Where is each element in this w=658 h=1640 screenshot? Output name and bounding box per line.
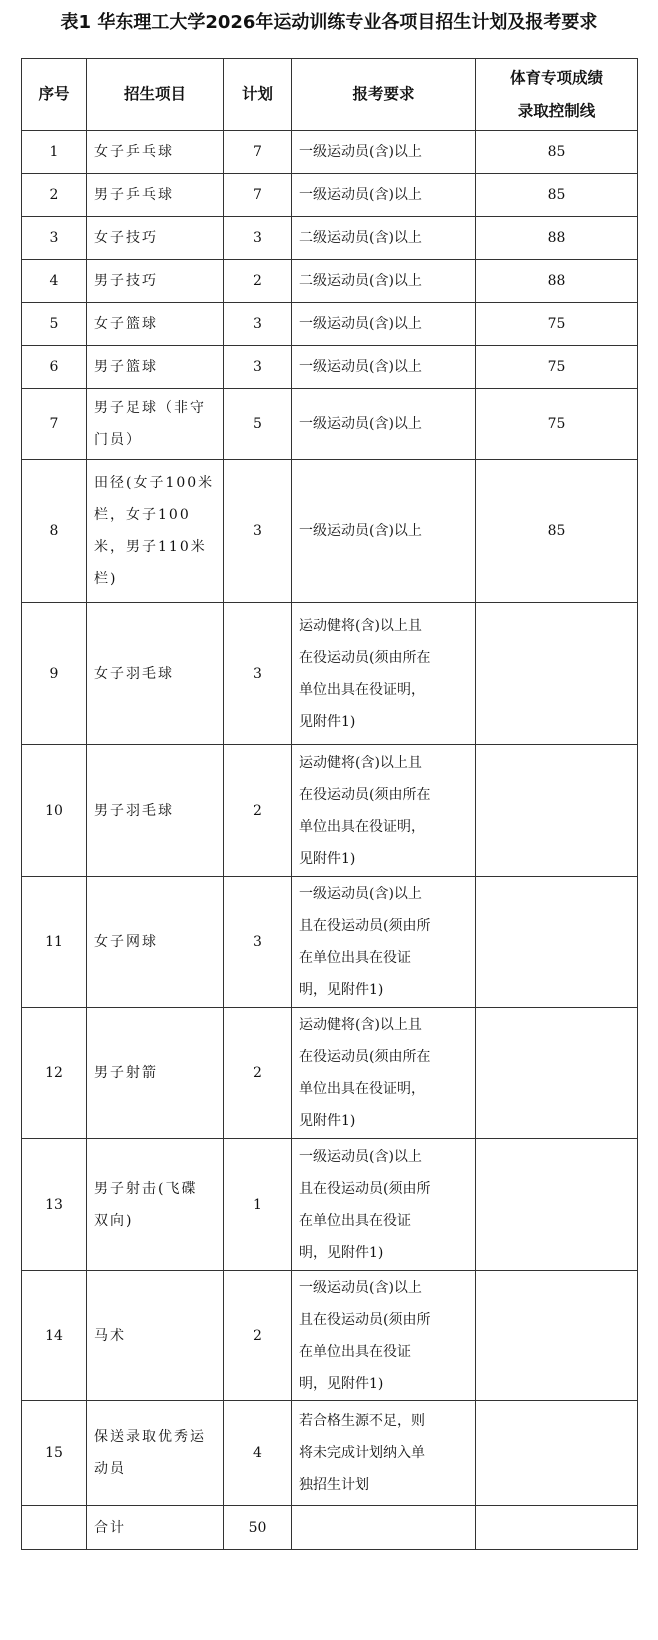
row-plan: 3 — [224, 303, 292, 346]
row-score: 88 — [476, 260, 638, 303]
row-requirement-line: 明，见附件1) — [299, 982, 384, 998]
row-plan: 2 — [224, 745, 292, 877]
row-requirement — [292, 1139, 476, 1271]
row-plan: 7 — [224, 131, 292, 174]
row-project-line: 男子篮球 — [94, 359, 158, 375]
row-index: 1 — [22, 131, 87, 174]
row-requirement-line: 二级运动员(含)以上 — [299, 230, 422, 246]
row-plan: 4 — [224, 1401, 292, 1506]
row-project-line: 栏) — [94, 571, 118, 587]
table-row — [22, 603, 638, 745]
row-score — [476, 1139, 638, 1271]
row-score — [476, 745, 638, 877]
row-plan: 5 — [224, 389, 292, 460]
row-project-line: 女子羽毛球 — [94, 665, 174, 682]
header-row — [22, 59, 638, 131]
row-requirement — [292, 260, 476, 303]
row-project-line: 女子技巧 — [94, 230, 158, 246]
table-row — [22, 460, 638, 603]
row-project-line: 男子射击(飞碟 — [94, 1180, 198, 1197]
row-project-line: 马术 — [94, 1327, 126, 1344]
header-plan: 计划 — [224, 59, 292, 131]
row-requirement-line: 且在役运动员(须由所 — [299, 1180, 431, 1197]
table-row — [22, 1271, 638, 1401]
row-score: 75 — [476, 346, 638, 389]
table-row — [22, 260, 638, 303]
table-row — [22, 1008, 638, 1139]
row-requirement — [292, 1401, 476, 1506]
row-requirement-line: 在单位出具在役证 — [299, 1343, 411, 1360]
row-requirement-line: 在役运动员(须由所在 — [299, 786, 431, 803]
row-score — [476, 603, 638, 745]
row-index: 14 — [22, 1271, 87, 1401]
row-score: 85 — [476, 174, 638, 217]
table-row — [22, 174, 638, 217]
row-score — [476, 1271, 638, 1401]
row-requirement-line: 在役运动员(须由所在 — [299, 1049, 431, 1065]
row-requirement-line: 单位出具在役证明， — [299, 681, 425, 698]
row-requirement-line: 二级运动员(含)以上 — [299, 273, 422, 289]
row-project-line: 女子乒乓球 — [94, 144, 174, 160]
row-requirement-line: 明，见附件1) — [299, 1375, 384, 1392]
row-plan: 3 — [224, 217, 292, 260]
row-index: 10 — [22, 745, 87, 877]
row-project — [87, 217, 224, 260]
row-requirement-line: 将未完成计划纳入单 — [299, 1445, 425, 1461]
row-score: 85 — [476, 460, 638, 603]
row-plan: 7 — [224, 174, 292, 217]
row-project-line: 男子射箭 — [94, 1065, 158, 1081]
row-project-line: 女子网球 — [94, 934, 158, 950]
row-project-line: 米，男子110米 — [94, 539, 207, 555]
row-project-line: 男子足球（非守 — [94, 400, 206, 416]
table-row — [22, 877, 638, 1008]
row-project — [87, 1271, 224, 1401]
row-index: 3 — [22, 217, 87, 260]
row-requirement-line: 一级运动员(含)以上 — [299, 1148, 422, 1165]
row-score: 75 — [476, 303, 638, 346]
total-label: 合计 — [87, 1506, 224, 1550]
row-project — [87, 389, 224, 460]
table-row — [22, 303, 638, 346]
table-row — [22, 389, 638, 460]
row-project-line: 保送录取优秀运 — [94, 1429, 206, 1445]
row-requirement-line: 在单位出具在役证 — [299, 950, 411, 966]
row-score — [476, 877, 638, 1008]
row-index: 5 — [22, 303, 87, 346]
row-index: 15 — [22, 1401, 87, 1506]
row-requirement-line: 单位出具在役证明， — [299, 1081, 425, 1097]
row-requirement-line: 一级运动员(含)以上 — [299, 1279, 422, 1296]
table-row — [22, 346, 638, 389]
row-project — [87, 877, 224, 1008]
row-plan: 2 — [224, 260, 292, 303]
row-requirement — [292, 603, 476, 745]
row-score: 75 — [476, 389, 638, 460]
row-project-line: 双向) — [94, 1212, 134, 1229]
row-index: 13 — [22, 1139, 87, 1271]
row-requirement-line: 明，见附件1) — [299, 1244, 384, 1261]
row-index: 9 — [22, 603, 87, 745]
row-requirement — [292, 303, 476, 346]
row-requirement — [292, 877, 476, 1008]
row-project-line: 动员 — [94, 1461, 126, 1477]
table-title: 表1 华东理工大学2026年运动训练专业各项目招生计划及报考要求 — [60, 12, 598, 33]
row-index: 7 — [22, 389, 87, 460]
row-score: 85 — [476, 131, 638, 174]
row-requirement — [292, 174, 476, 217]
table-row — [22, 1139, 638, 1271]
row-plan: 3 — [224, 346, 292, 389]
row-score — [476, 1008, 638, 1139]
table-row — [22, 217, 638, 260]
row-project — [87, 1008, 224, 1139]
row-requirement — [292, 131, 476, 174]
row-requirement-line: 一级运动员(含)以上 — [299, 886, 422, 902]
header-index: 序号 — [22, 59, 87, 131]
row-plan: 2 — [224, 1008, 292, 1139]
row-requirement-line: 一级运动员(含)以上 — [299, 316, 422, 332]
row-plan: 3 — [224, 877, 292, 1008]
row-requirement-line: 单位出具在役证明， — [299, 818, 425, 835]
row-project — [87, 131, 224, 174]
row-project — [87, 460, 224, 603]
row-project-line: 栏，女子100 — [94, 507, 191, 523]
row-requirement-line: 一级运动员(含)以上 — [299, 416, 422, 432]
row-plan: 2 — [224, 1271, 292, 1401]
row-requirement — [292, 346, 476, 389]
row-plan: 1 — [224, 1139, 292, 1271]
header-score-line-2: 录取控制线 — [517, 101, 596, 120]
table-row — [22, 131, 638, 174]
row-project-line: 男子乒乓球 — [94, 187, 174, 203]
row-requirement-line: 运动健将(含)以上且 — [299, 617, 422, 634]
row-project — [87, 260, 224, 303]
row-requirement — [292, 389, 476, 460]
row-score: 88 — [476, 217, 638, 260]
row-index: 6 — [22, 346, 87, 389]
total-row — [22, 1506, 638, 1550]
row-index: 12 — [22, 1008, 87, 1139]
row-project — [87, 346, 224, 389]
row-requirement-line: 一级运动员(含)以上 — [299, 359, 422, 375]
row-plan: 3 — [224, 460, 292, 603]
row-requirement — [292, 745, 476, 877]
row-project — [87, 303, 224, 346]
row-project-line: 门员） — [94, 432, 142, 448]
row-project-line: 女子篮球 — [94, 316, 158, 332]
row-requirement-line: 且在役运动员(须由所 — [299, 918, 431, 934]
row-requirement-line: 在役运动员(须由所在 — [299, 649, 431, 666]
row-requirement-line: 且在役运动员(须由所 — [299, 1311, 431, 1328]
row-requirement-line: 在单位出具在役证 — [299, 1212, 411, 1229]
row-requirement-line: 见附件1) — [299, 713, 356, 730]
header-score-line-1: 体育专项成绩 — [509, 68, 603, 87]
row-project-line: 田径(女子100米 — [94, 475, 215, 491]
row-requirement-line: 运动健将(含)以上且 — [299, 1017, 422, 1033]
row-requirement-line: 见附件1) — [299, 1113, 356, 1129]
row-requirement-line: 独招生计划 — [299, 1477, 369, 1493]
table-row — [22, 1401, 638, 1506]
total-plan: 50 — [224, 1506, 292, 1550]
row-project — [87, 603, 224, 745]
row-requirement — [292, 460, 476, 603]
row-requirement-line: 一级运动员(含)以上 — [299, 144, 422, 160]
row-requirement — [292, 1008, 476, 1139]
header-requirement: 报考要求 — [292, 59, 476, 131]
table-body — [22, 131, 638, 1550]
row-project — [87, 174, 224, 217]
row-index: 8 — [22, 460, 87, 603]
row-project-line: 男子技巧 — [94, 273, 158, 289]
row-project — [87, 745, 224, 877]
row-score — [476, 1401, 638, 1506]
row-requirement-line: 若合格生源不足，则 — [299, 1413, 425, 1429]
row-requirement-line: 一级运动员(含)以上 — [299, 523, 422, 539]
row-requirement — [292, 217, 476, 260]
row-index: 4 — [22, 260, 87, 303]
row-project — [87, 1139, 224, 1271]
total-score — [476, 1506, 638, 1550]
row-project — [87, 1401, 224, 1506]
row-index: 2 — [22, 174, 87, 217]
admissions-table — [21, 58, 638, 1550]
header-score-line — [476, 59, 638, 131]
row-requirement-line: 运动健将(含)以上且 — [299, 754, 422, 771]
row-requirement — [292, 1271, 476, 1401]
row-plan: 3 — [224, 603, 292, 745]
header-project: 招生项目 — [87, 59, 224, 131]
row-index: 11 — [22, 877, 87, 1008]
row-project-line: 男子羽毛球 — [94, 802, 174, 819]
row-requirement-line: 见附件1) — [299, 850, 356, 867]
total-index — [22, 1506, 87, 1550]
table-row — [22, 745, 638, 877]
row-requirement-line: 一级运动员(含)以上 — [299, 187, 422, 203]
total-requirement — [292, 1506, 476, 1550]
